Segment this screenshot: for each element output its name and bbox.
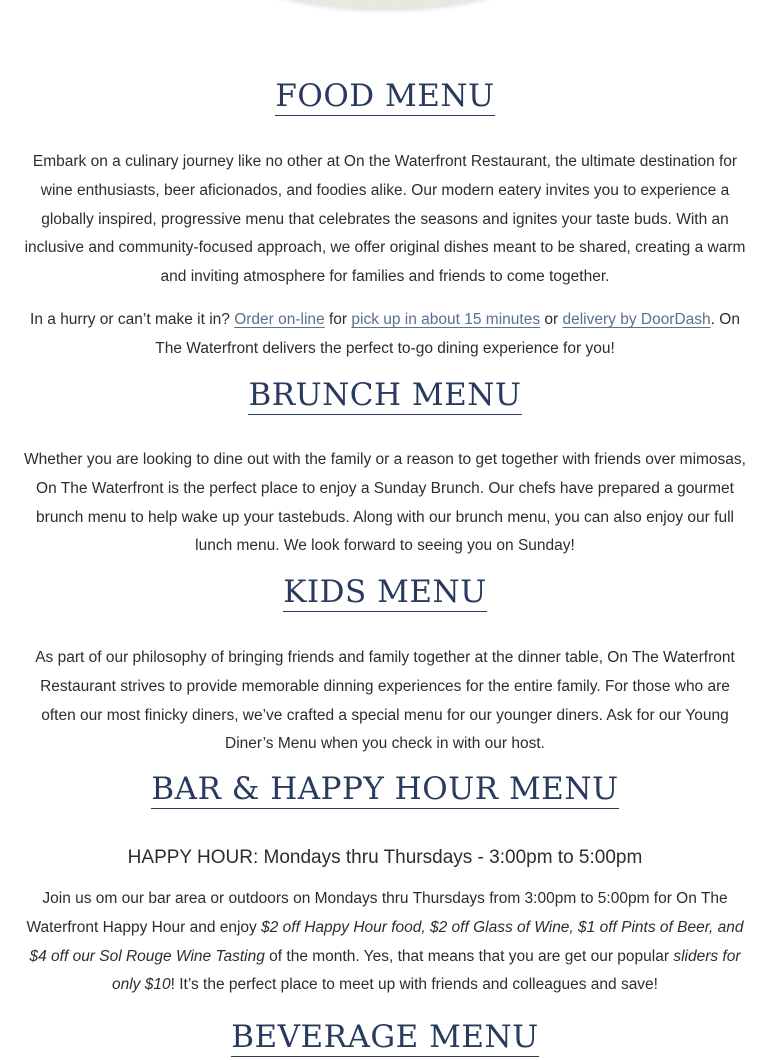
bar-menu-section	[0, 771, 770, 1000]
happy-hour-times: HAPPY HOUR: Mondays thru Thursdays - 3:00pm to 5:00pm	[127, 847, 643, 868]
sliders-deal: sliders for only $10	[111, 947, 741, 994]
food-menu-section	[0, 78, 770, 364]
happy-hour-description: Join us om our bar area or outdoors on Mondays thru Thursdays from 3:00pm to 5:00pm for On The Waterfront Happy Hour and enjoy $2 off Happy Hour food, $2 off Glass of Wine, $1 off Pints of Beer, and $4 off our Sol Rouge Wine Tasting of the month. Yes, that means that you are get our popular sliders for only $10! It’s the perfect place to meet up with friends and colleagues and save!	[26, 890, 744, 994]
dish-photo	[205, 0, 565, 8]
order-online-link[interactable]: Order on-line	[234, 310, 325, 328]
food-menu-title[interactable]: FOOD MENU	[275, 78, 495, 114]
brunch-menu-description: Whether you are looking to dine out with the family or a reason to get together with friends over mimosas, On The Waterfront is the perfect place to enjoy a Sunday Brunch. Our chefs have prepared a gourmet brunch menu to help wake up your tastebuds. Along with our brunch menu, you can also enjoy our full lunch menu. We look forward to seeing you on Sunday!	[24, 451, 746, 555]
beverage-menu-title[interactable]: BEVERAGE MENU	[231, 1019, 539, 1055]
food-menu-description: Embark on a culinary journey like no other at On the Waterfront Restaurant, the ultimate destination for wine enthusiasts, beer aficionados, and foodies alike. Our modern eatery invites you to experience a globally inspired, progressive menu that celebrates the seasons and ignites your taste buds. With an inclusive and community-focused approach, we offer original dishes meant to be shared, creating a warm and inviting atmosphere for families and friends to come together.	[24, 153, 746, 286]
pickup-link[interactable]: pick up in about 15 minutes	[351, 310, 541, 328]
happy-hour-deals: $2 off Happy Hour food, $2 off Glass of Wine, $1 off Pints of Beer, and $4 off our Sol Rouge Wine Tasting	[29, 918, 744, 965]
kids-menu-title[interactable]: KIDS MENU	[283, 574, 487, 610]
doordash-delivery-link[interactable]: delivery by DoorDash	[562, 310, 711, 328]
kids-menu-description: As part of our philosophy of bringing friends and family together at the dinner table, On The Waterfront Restaurant strives to provide memorable dinning experiences for the entire family. For those who are often our most finicky diners, we’ve crafted a special menu for our younger diners. Ask for our Young Diner’s Menu when you check in with our host.	[35, 649, 735, 753]
order-online-text: In a hurry or can’t make it in? Order on-line for pick up in about 15 minutes or delivery by DoorDash. On The Waterfront delivers the perfect to-go dining experience for you!	[30, 310, 740, 357]
brunch-menu-title[interactable]: BRUNCH MENU	[248, 377, 522, 413]
brunch-menu-section	[0, 377, 770, 561]
bar-happy-hour-title[interactable]: BAR & HAPPY HOUR MENU	[151, 771, 619, 807]
kids-menu-section	[0, 574, 770, 759]
beverage-menu-section	[0, 1019, 770, 1055]
